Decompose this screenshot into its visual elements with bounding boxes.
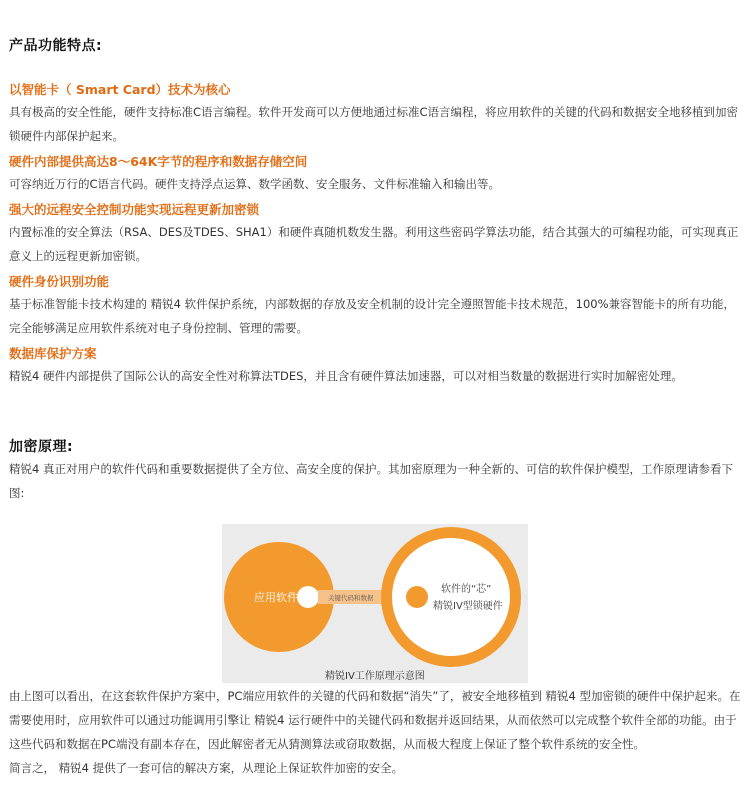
- key-code-dot-right: [406, 586, 428, 608]
- right-label-line1: 软件的“芯”: [441, 584, 492, 595]
- features-heading: 产品功能特点:: [9, 38, 103, 54]
- key-code-dot-left: [297, 586, 319, 608]
- feature-title-database: 数据库保护方案: [9, 346, 97, 361]
- feature-title-identity: 硬件身份识别功能: [9, 274, 110, 289]
- principle-intro: 精锐4 真正对用户的软件代码和重要数据提供了全方位、高安全度的保护。其加密原理为一种全新的、可信的软件保护模型，工作原理请参看下图:: [9, 462, 733, 500]
- feature-text-identity: 基于标准智能卡技术构建的 精锐4 软件保护系统，内部数据的存放及安全机制的设计完全遵照智能卡技术规范，100%兼容智能卡的所有功能，完全能够满足应用软件系统对电子身份控制、管理的需要。: [9, 297, 735, 335]
- feature-title-smartcard: 以智能卡（ Smart Card）技术为核心: [9, 82, 231, 97]
- principle-body: 由上图可以看出，在这套软件保护方案中，PC端应用软件的关键的代码和数据“消失”了，被安全地移植到 精锐4 型加密锁的硬件中保护起来。在需要使用时，应用软件可以通过功能调用引擎让 精锐4 运行硬件中的关键代码和数据并返回结果，从而依然可以完成整个软件全部的功能。由于这些代码和数据在PC端没有副本存在，因此解密者无从猜测算法或窃取数据，从而极大程度上保证了整个软件系统的安全性。: [9, 689, 741, 751]
- feature-title-storage: 硬件内部提供高达8～64K字节的程序和数据存储空间: [9, 154, 308, 169]
- feature-text-remote: 内置标准的安全算法（RSA、DES及TDES、SHA1）和硬件真随机数发生器。利用这些密码学算法功能，结合其强大的可编程功能，可实现真正意义上的远程更新加密锁。: [9, 225, 739, 263]
- arrow-label: 关键代码和数据: [328, 594, 374, 602]
- principle-conclusion: 简言之， 精锐4 提供了一套可信的解决方案，从理论上保证软件加密的安全。: [9, 761, 404, 775]
- diagram-caption: 精锐IV工作原理示意图: [325, 671, 425, 682]
- right-label-line2: 精锐IV型锁硬件: [433, 601, 503, 612]
- feature-text-smartcard: 具有极高的安全性能，硬件支持标准C语言编程。软件开发商可以方便地通过标准C语言编程，将应用软件的关键的代码和数据安全地移植到加密锁硬件内部保护起来。: [9, 105, 739, 143]
- feature-title-remote: 强大的远程安全控制功能实现远程更新加密锁: [9, 202, 260, 217]
- principle-heading: 加密原理:: [9, 439, 74, 455]
- app-software-label: 应用软件: [254, 591, 298, 604]
- feature-text-storage: 可容纳近万行的C语言代码。硬件支持浮点运算、数学函数、安全服务、文件标准输入和输出等。: [9, 177, 501, 191]
- principle-diagram: [222, 524, 528, 683]
- diagram-svg: [222, 524, 528, 683]
- feature-text-database: 精锐4 硬件内部提供了国际公认的高安全性对称算法TDES，并且含有硬件算法加速器，可以对相当数量的数据进行实时加解密处理。: [9, 369, 683, 383]
